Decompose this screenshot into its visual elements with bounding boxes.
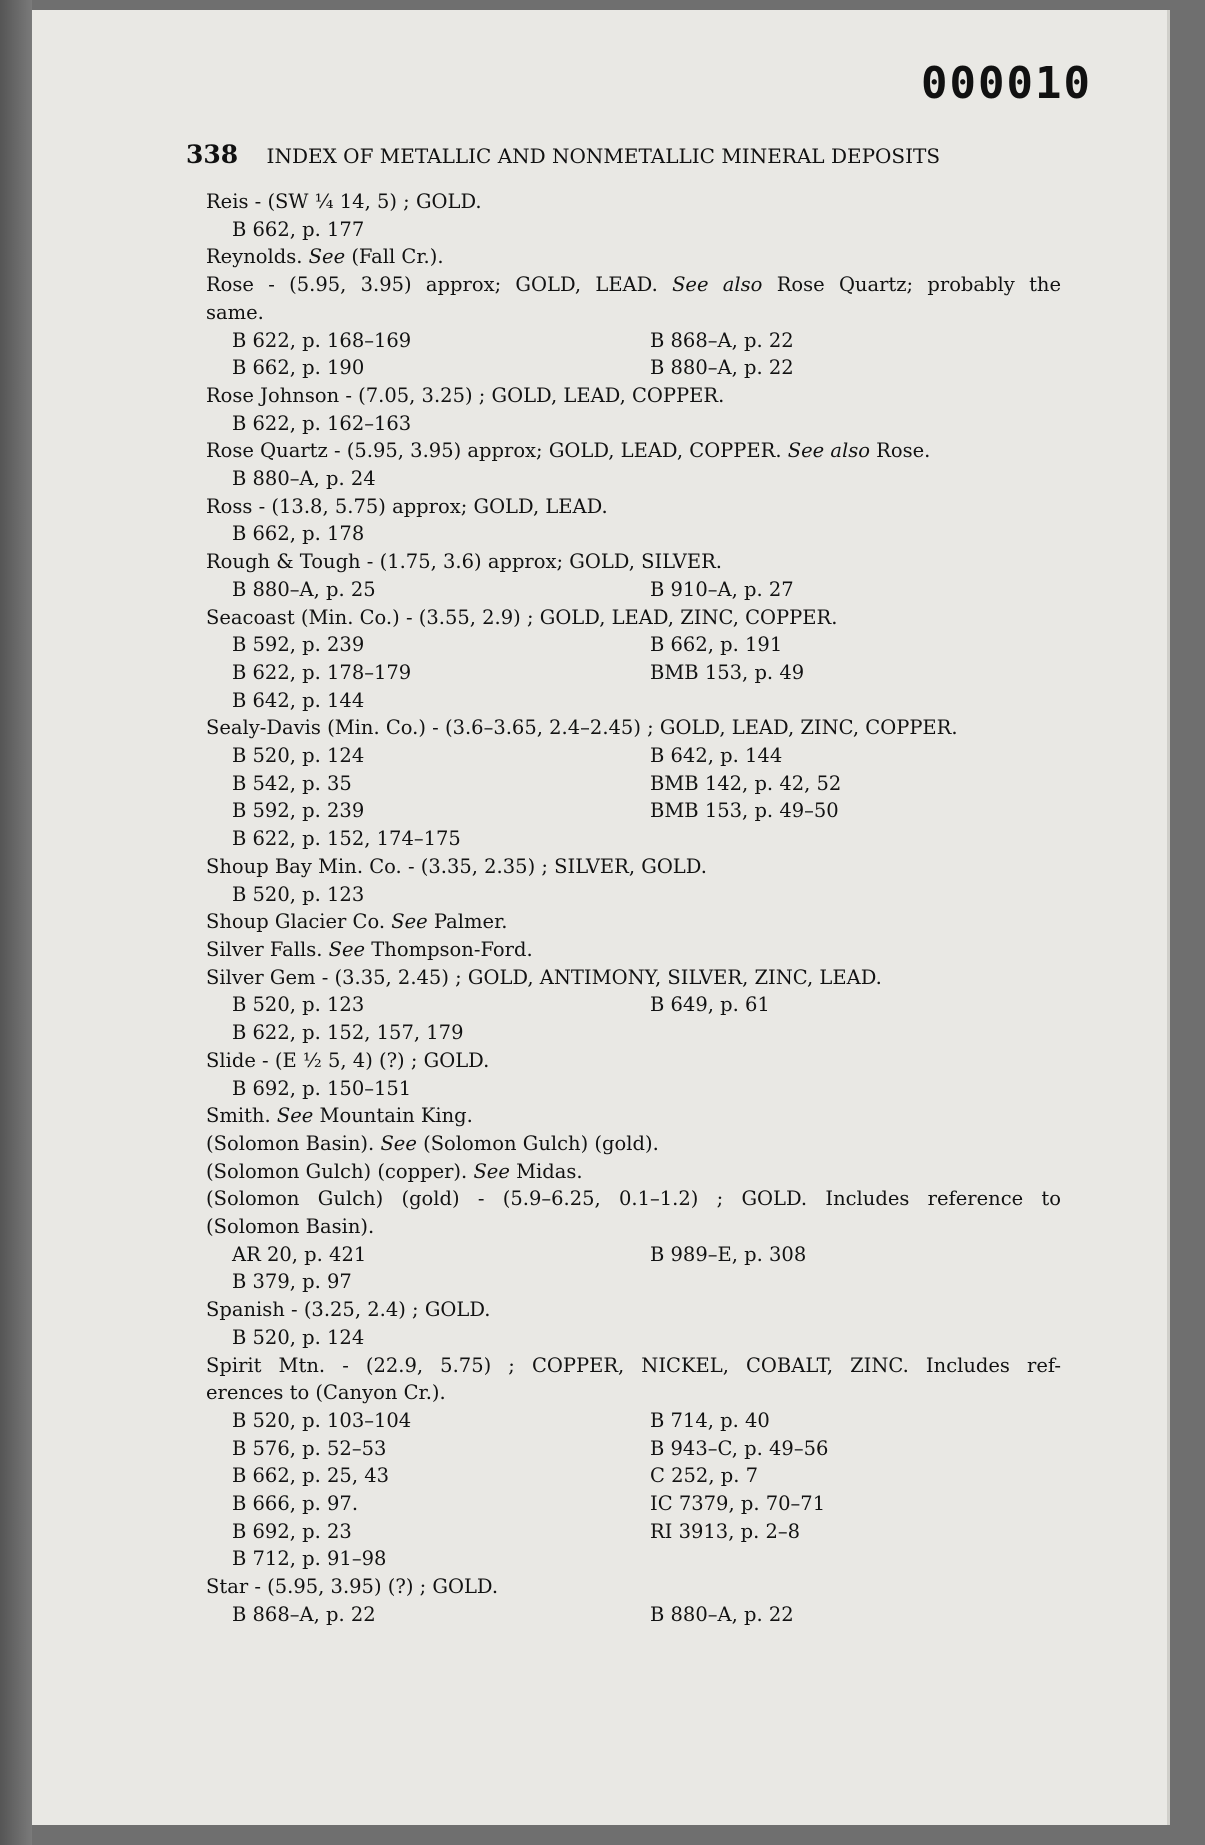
see-reference-label: See [391,910,428,934]
reference-row [186,687,1061,715]
index-entry [186,437,1061,492]
reference-citation: B 622, p. 152, 157, 179 [232,1021,464,1045]
reference-row [186,327,1061,355]
index-entry [186,1573,1061,1628]
entry-heading: Reynolds. See (Fall Cr.). [206,245,444,269]
entry-heading: (Solomon Gulch) (gold) - (5.9–6.25, 0.1–1.2) ; GOLD. Includes reference to [206,1187,1061,1211]
see-reference-label: See also [672,273,763,297]
index-entry [186,188,1061,243]
index-entry [186,936,1061,964]
reference-citation: B 622, p. 178–179 [232,660,412,684]
index-entry [186,853,1061,908]
reference-row [186,659,1061,687]
page-header [186,140,1056,169]
reference-row [186,825,1061,853]
reference-citation: B 880–A, p. 22 [650,1602,794,1626]
reference-citation: B 642, p. 144 [650,744,783,768]
index-entry [186,493,1061,548]
index-entry [186,1158,1061,1186]
index-entry [186,908,1061,936]
index-entries [186,188,1061,1629]
reference-row [186,1435,1061,1463]
reference-citation: BMB 153, p. 49–50 [650,799,839,823]
entry-heading: (Solomon Basin). See (Solomon Gulch) (gold). [206,1131,659,1155]
reference-citation: B 868–A, p. 22 [650,328,794,352]
reference-citation: B 576, p. 52–53 [232,1436,387,1460]
see-reference-label: See [308,245,346,269]
entry-heading: same. [206,300,264,324]
entry-heading: Smith. See Mountain King. [206,1104,473,1128]
entry-heading: Spirit Mtn. - (22.9, 5.75) ; COPPER, NICKEL, COBALT, ZINC. Includes ref- [206,1353,1061,1377]
entry-heading: Slide - (E ½ 5, 4) (?) ; GOLD. [206,1048,490,1072]
entry-heading: Ross - (13.8, 5.75) approx; GOLD, LEAD. [206,494,608,518]
reference-row [186,1407,1061,1435]
index-entry [186,243,1061,271]
reference-citation [650,881,1061,909]
reference-citation [650,1324,1061,1352]
reference-citation: AR 20, p. 421 [232,1242,367,1266]
entry-heading: erences to (Canyon Cr.). [206,1381,446,1405]
reference-row [186,410,1061,438]
index-entry [186,1130,1061,1158]
entry-heading: Star - (5.95, 3.95) (?) ; GOLD. [206,1575,499,1599]
reference-citation: RI 3913, p. 2–8 [650,1519,801,1543]
page-stamp: 000010 [921,58,1092,109]
reference-citation [650,520,1061,548]
reference-row [186,881,1061,909]
reference-citation: B 714, p. 40 [650,1408,770,1432]
see-reference-label: See [380,1131,417,1155]
index-entry [186,1185,1061,1296]
reference-citation: B 520, p. 124 [232,1325,365,1349]
index-entry [186,1102,1061,1130]
entry-heading: Shoup Bay Min. Co. - (3.35, 2.35) ; SILVER, GOLD. [206,854,707,878]
entry-heading: Reis - (SW ¼ 14, 5) ; GOLD. [206,190,482,213]
entry-heading: Seacoast (Min. Co.) - (3.55, 2.9) ; GOLD, LEAD, ZINC, COPPER. [206,605,838,629]
reference-citation: B 649, p. 61 [650,993,770,1017]
reference-citation: B 622, p. 152, 174–175 [232,827,461,851]
index-entry [186,382,1061,437]
reference-citation: B 692, p. 23 [232,1519,352,1543]
index-entry [186,714,1061,853]
reference-citation: B 622, p. 168–169 [232,328,412,352]
reference-citation: B 662, p. 177 [232,217,365,241]
reference-citation [650,1545,1061,1573]
reference-row [186,770,1061,798]
reference-row [186,1324,1061,1352]
entry-heading: Silver Falls. See Thompson-Ford. [206,937,533,961]
reference-citation: B 520, p. 124 [232,744,365,768]
entry-heading: Rose Quartz - (5.95, 3.95) approx; GOLD, LEAD, COPPER. See also Rose. [206,439,931,463]
reference-citation: B 622, p. 162–163 [232,411,412,435]
reference-citation: B 880–A, p. 24 [232,467,376,491]
entry-heading: Sealy-Davis (Min. Co.) - (3.6–3.65, 2.4–2.45) ; GOLD, LEAD, ZINC, COPPER. [206,716,958,740]
reference-row [186,631,1061,659]
reference-citation: B 592, p. 239 [232,799,365,823]
entry-heading: Shoup Glacier Co. See Palmer. [206,910,508,934]
index-entry [186,548,1061,603]
reference-row [186,1545,1061,1573]
reference-row [186,520,1061,548]
reference-citation: B 943–C, p. 49–56 [650,1436,829,1460]
reference-citation: B 880–A, p. 22 [650,356,794,380]
see-reference-label: See also [787,439,870,463]
reference-row [186,742,1061,770]
entry-heading: Silver Gem - (3.35, 2.45) ; GOLD, ANTIMONY, SILVER, ZINC, LEAD. [206,965,882,989]
reference-citation: B 868–A, p. 22 [232,1602,376,1626]
see-reference-label: See [473,1159,510,1183]
reference-citation: BMB 153, p. 49 [650,660,805,684]
entry-heading: (Solomon Basin). [206,1215,375,1239]
reference-citation: IC 7379, p. 70–71 [650,1492,826,1516]
scan-edge-shadow [0,0,32,1845]
reference-citation [650,410,1061,438]
reference-row [186,1462,1061,1490]
reference-row [186,576,1061,604]
reference-citation: B 666, p. 97. [232,1492,359,1516]
index-entry [186,1047,1061,1102]
reference-citation [650,1268,1061,1296]
reference-citation: B 662, p. 178 [232,522,365,546]
entry-heading: (Solomon Gulch) (copper). See Midas. [206,1159,583,1183]
reference-citation: B 910–A, p. 27 [650,577,794,601]
reference-citation [650,1075,1061,1103]
reference-row [186,1075,1061,1103]
index-entry [186,604,1061,715]
reference-citation: B 662, p. 190 [232,356,365,380]
reference-row [186,1518,1061,1546]
reference-citation: B 989–E, p. 308 [650,1242,807,1266]
reference-row [186,465,1061,493]
reference-row [186,1601,1061,1629]
page-title: INDEX OF METALLIC AND NONMETALLIC MINERAL DEPOSITS [266,144,941,168]
index-entry [186,271,1061,382]
reference-citation: B 712, p. 91–98 [232,1547,387,1571]
reference-citation: BMB 142, p. 42, 52 [650,771,842,795]
see-reference-label: See [328,937,366,961]
reference-citation: B 520, p. 123 [232,993,365,1017]
index-entry [186,1296,1061,1351]
reference-row [186,216,1061,244]
reference-citation: B 662, p. 25, 43 [232,1464,390,1488]
reference-citation: B 692, p. 150–151 [232,1076,412,1100]
reference-row [186,1490,1061,1518]
see-reference-label: See [276,1104,314,1128]
reference-citation: B 592, p. 239 [232,633,365,657]
reference-citation [650,216,1061,244]
reference-row [186,797,1061,825]
entry-heading: Spanish - (3.25, 2.4) ; GOLD. [206,1298,491,1322]
entry-heading: Rose - (5.95, 3.95) approx; GOLD, LEAD. See also Rose Quartz; probably the [206,273,1061,297]
page-number: 338 [186,140,239,169]
reference-row [186,354,1061,382]
reference-citation: B 520, p. 123 [232,882,365,906]
reference-citation [650,825,1061,853]
reference-row [186,1241,1061,1269]
index-entry [186,964,1061,1047]
reference-citation: B 662, p. 191 [650,633,783,657]
reference-citation [650,1019,1061,1047]
reference-citation: C 252, p. 7 [650,1464,759,1488]
index-entry [186,1352,1061,1574]
reference-row [186,991,1061,1019]
reference-row [186,1019,1061,1047]
reference-citation: B 379, p. 97 [232,1270,352,1294]
reference-citation [650,465,1061,493]
reference-citation: B 642, p. 144 [232,688,365,712]
entry-heading: Rose Johnson - (7.05, 3.25) ; GOLD, LEAD, COPPER. [206,383,725,407]
reference-citation [650,687,1061,715]
reference-citation: B 520, p. 103–104 [232,1408,412,1432]
reference-row [186,1268,1061,1296]
reference-citation: B 880–A, p. 25 [232,577,376,601]
entry-heading: Rough & Tough - (1.75, 3.6) approx; GOLD, SILVER. [206,550,722,574]
reference-citation: B 542, p. 35 [232,771,352,795]
